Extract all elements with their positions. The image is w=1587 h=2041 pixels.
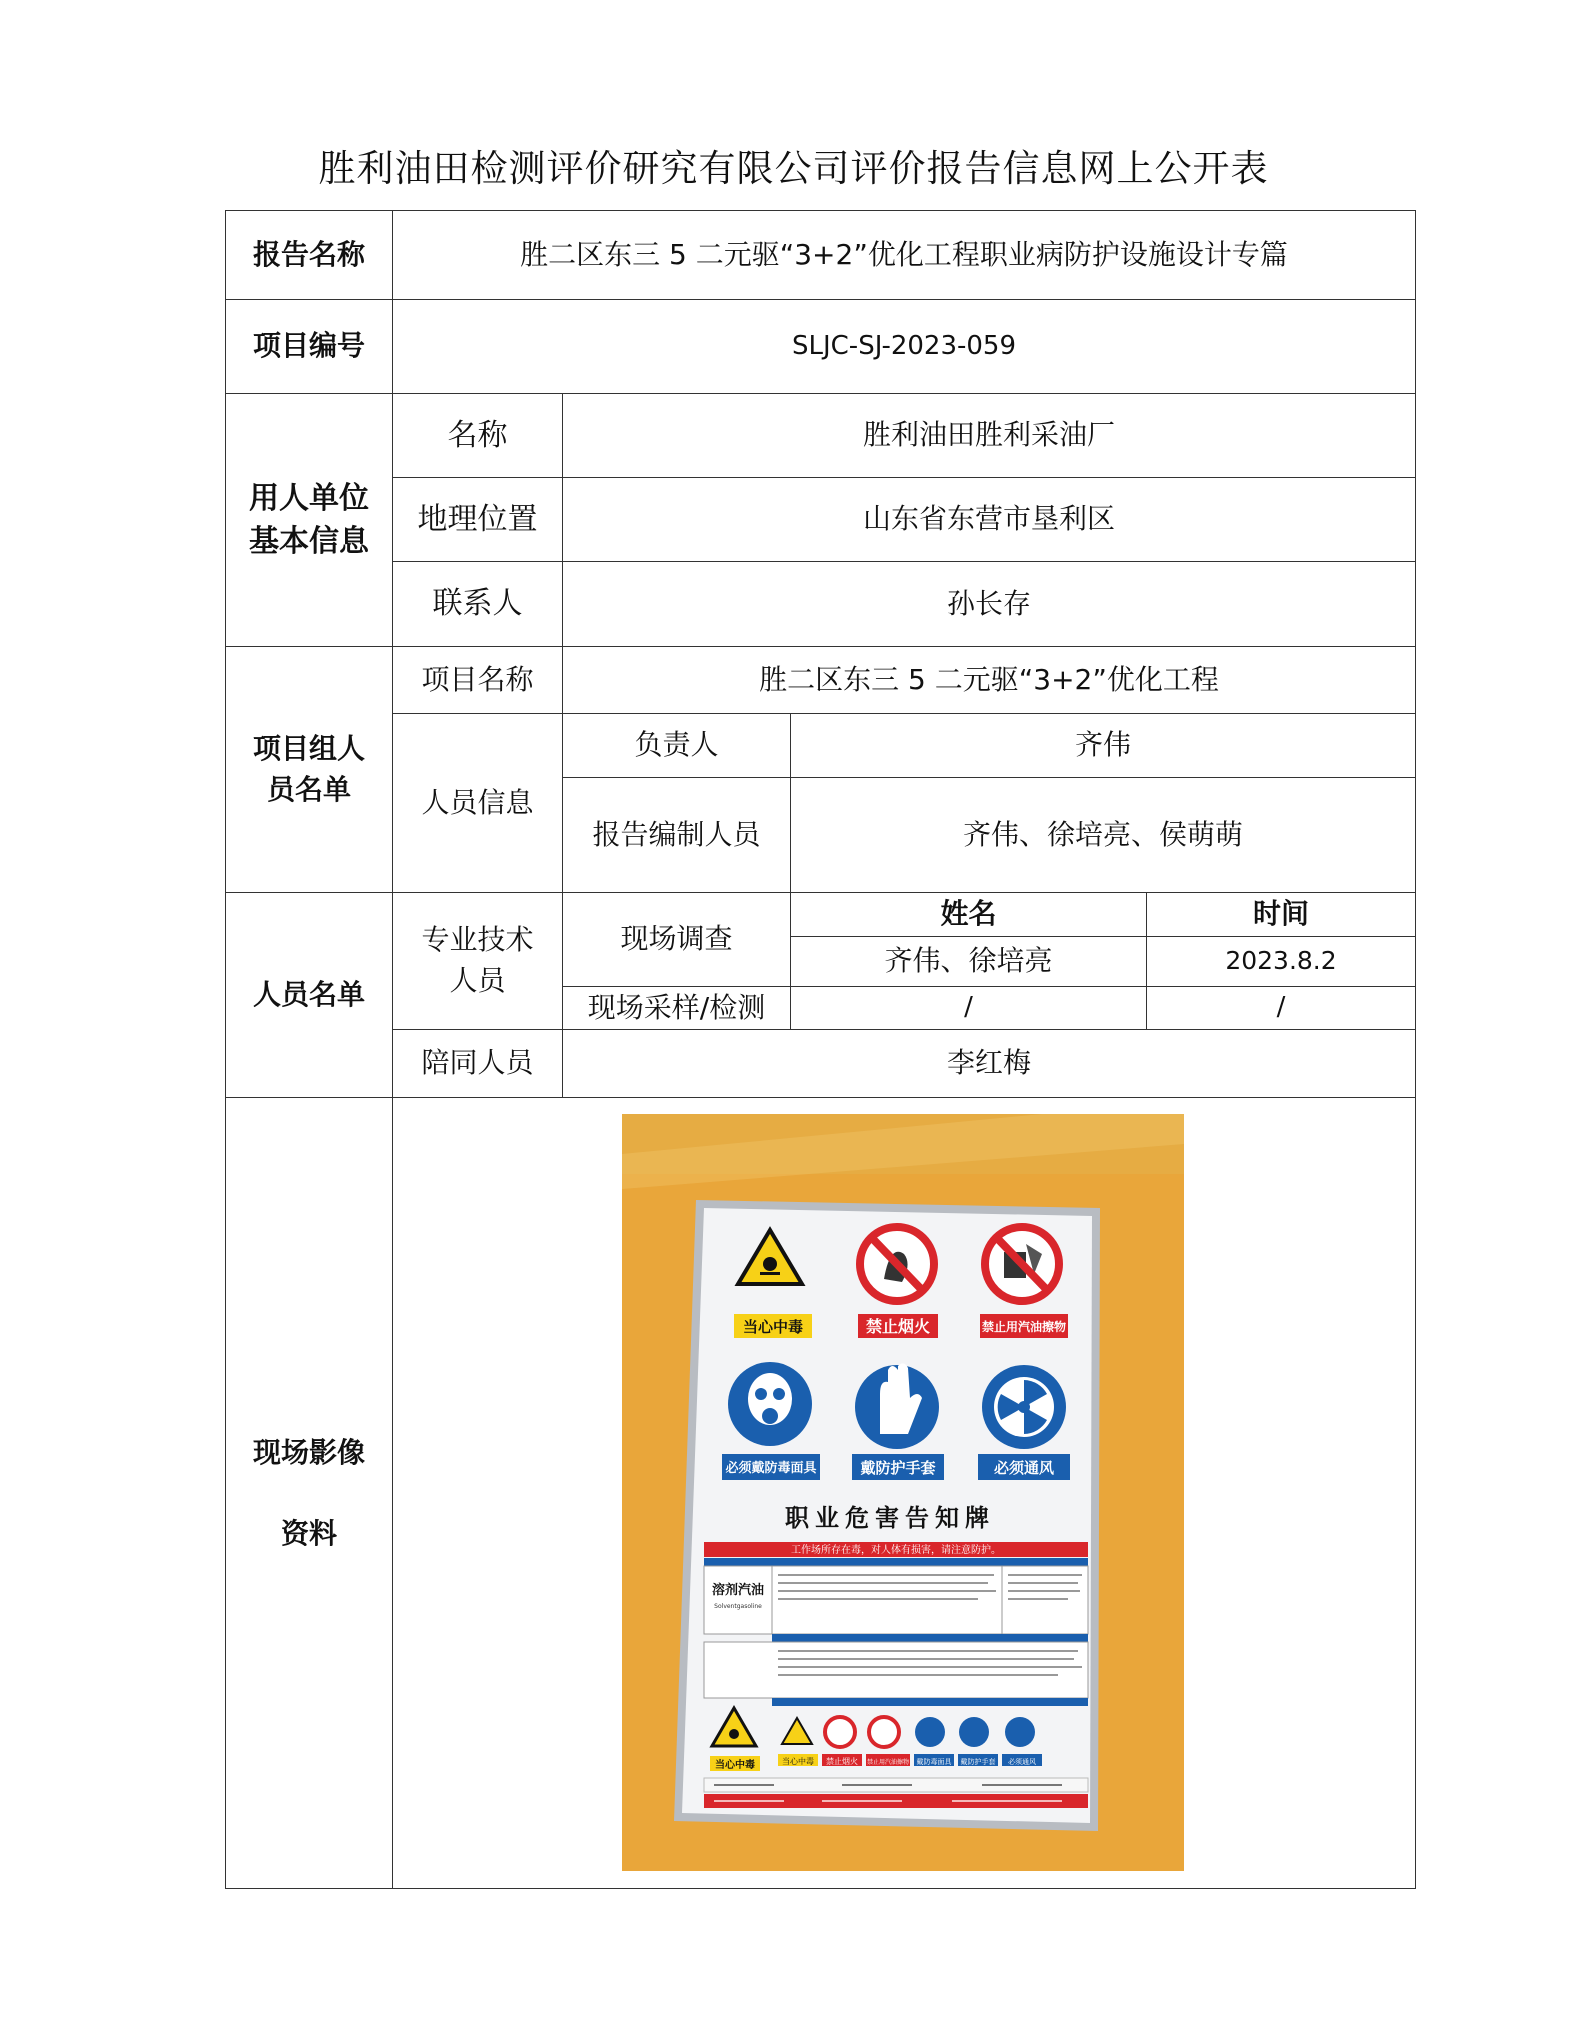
employer-label-line1: 用人单位	[249, 480, 369, 516]
col-time-header-text: 时间	[1252, 897, 1309, 931]
report-name-value	[392, 210, 1416, 300]
leader-label	[562, 713, 791, 778]
no-fire-icon	[860, 1227, 934, 1301]
ventilation-icon	[982, 1365, 1066, 1449]
project-name-label	[392, 646, 563, 714]
no-gasoline-wipe-icon	[985, 1227, 1059, 1301]
employer-location-value-text: 山东省东营市垦利区	[862, 502, 1115, 536]
sign-substance-en: Solventgasoline	[714, 1603, 762, 1610]
project-number-value	[392, 299, 1416, 394]
sign-top-label-1: 禁止烟火	[865, 1317, 931, 1336]
sampling-date-text: /	[1276, 992, 1286, 1023]
project-number-label-text: 项目编号	[252, 329, 365, 363]
site-images-label-line2: 资料	[280, 1517, 337, 1550]
employer-name-label-text: 名称	[447, 417, 508, 453]
leader-value-text: 齐伟	[1074, 728, 1131, 762]
sampling-names	[790, 986, 1147, 1030]
employer-contact-value	[562, 561, 1416, 647]
site-photo	[622, 1114, 1184, 1871]
employer-label-line2: 基本信息	[249, 524, 369, 559]
compilers-label-text: 报告编制人员	[592, 817, 761, 851]
col-time-header	[1146, 892, 1416, 937]
sampling-names-text: /	[964, 992, 973, 1023]
sign-top-label-2: 禁止用汽油擦物	[981, 1320, 1067, 1334]
survey-names	[790, 936, 1147, 987]
personnel-info-label-text: 人员信息	[421, 785, 534, 819]
employer-contact-label-text: 联系人	[432, 586, 523, 622]
project-name-label-text: 项目名称	[421, 662, 534, 696]
leader-value	[790, 713, 1416, 778]
small-label-1: 禁止烟火	[826, 1757, 858, 1766]
project-number-label	[225, 299, 393, 394]
project-team-label-line1: 项目组人	[252, 731, 365, 765]
sign-board-title: 职业危害告知牌	[785, 1504, 995, 1532]
employer-name-label	[392, 393, 563, 478]
compilers-value	[790, 777, 1416, 893]
escort-label	[392, 1029, 563, 1098]
sign-mid-label-1: 戴防护手套	[860, 1459, 936, 1477]
sign-mid-label-0: 必须戴防毒面具	[725, 1461, 817, 1476]
tech-staff-label	[392, 892, 563, 1030]
sign-bottom-warning: 当心中毒	[715, 1760, 755, 1771]
project-team-label	[225, 646, 393, 893]
tech-staff-label-line2: 人员	[449, 964, 506, 997]
sampling-date	[1146, 986, 1416, 1030]
project-name-value-text: 胜二区东三 5 二元驱“3+2”优化工程	[759, 662, 1219, 696]
employer-location-value	[562, 477, 1416, 562]
employer-location-label	[392, 477, 563, 562]
employer-location-label-text: 地理位置	[417, 501, 538, 537]
col-name-header	[790, 892, 1147, 937]
sign-banner: 工作场所存在毒，对人体有损害，请注意防护。	[791, 1545, 1001, 1556]
sampling-label	[562, 986, 791, 1030]
survey-label	[562, 892, 791, 987]
survey-date	[1146, 936, 1416, 987]
small-label-0: 当心中毒	[782, 1757, 814, 1766]
employer-contact-label	[392, 561, 563, 647]
project-name-value	[562, 646, 1416, 714]
small-label-5: 必须通风	[1008, 1758, 1036, 1766]
personnel-info-label	[392, 713, 563, 893]
gas-mask-icon	[728, 1362, 812, 1446]
tech-staff-label-line1: 专业技术	[421, 923, 534, 957]
compilers-label	[562, 777, 791, 893]
report-name-label	[225, 210, 393, 300]
sign-substance: 溶剂汽油	[711, 1583, 765, 1598]
site-images-label-line1: 现场影像	[252, 1435, 365, 1469]
small-label-3: 戴防毒面具	[916, 1758, 952, 1766]
employer-name-value-text: 胜利油田胜利采油厂	[862, 418, 1115, 452]
personnel-label	[225, 892, 393, 1098]
employer-contact-value-text: 孙长存	[946, 586, 1031, 620]
survey-label-text: 现场调查	[620, 922, 733, 956]
project-number-value-text: SLJC-SJ-2023-059	[792, 330, 1016, 361]
escort-value-text: 李红梅	[946, 1046, 1031, 1080]
sign-mid-label-2: 必须通风	[993, 1459, 1055, 1477]
leader-label-text: 负责人	[634, 728, 719, 762]
personnel-label-text: 人员名单	[252, 977, 365, 1011]
small-label-4: 戴防护手套	[960, 1758, 996, 1766]
small-label-2: 禁止用汽油擦物	[866, 1759, 910, 1766]
compilers-value-text: 齐伟、徐培亮、侯萌萌	[962, 817, 1243, 851]
page-title: 胜利油田检测评价研究有限公司评价报告信息网上公开表	[318, 147, 1269, 190]
survey-names-text: 齐伟、徐培亮	[884, 944, 1053, 978]
escort-label-text: 陪同人员	[421, 1046, 534, 1080]
report-name-value-text: 胜二区东三 5 二元驱“3+2”优化工程职业病防护设施设计专篇	[520, 237, 1288, 271]
project-team-label-line2: 员名单	[266, 772, 351, 806]
site-images-label	[225, 1097, 393, 1889]
col-name-header-text: 姓名	[940, 897, 997, 931]
employer-name-value	[562, 393, 1416, 478]
escort-value	[562, 1029, 1416, 1098]
sign-top-label-0: 当心中毒	[742, 1318, 804, 1336]
employer-label	[225, 393, 393, 647]
report-name-label-text: 报告名称	[252, 237, 365, 271]
sampling-label-text: 现场采样/检测	[587, 990, 766, 1024]
survey-date-text: 2023.8.2	[1225, 946, 1337, 976]
